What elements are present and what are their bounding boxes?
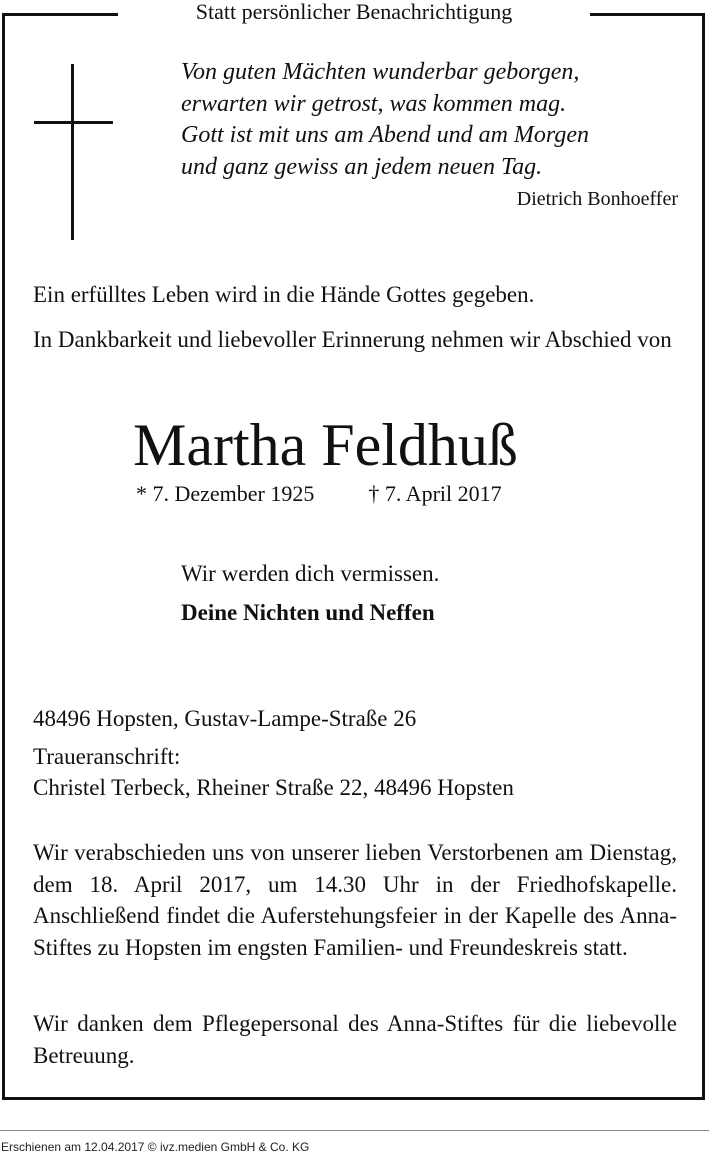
birth-date: * 7. Dezember 1925 <box>136 481 315 506</box>
poem-author: Dietrich Bonhoeffer <box>516 188 678 210</box>
farewell-message: Wir werden dich vermissen. <box>181 561 440 586</box>
mourners: Deine Nichten und Neffen <box>181 600 435 625</box>
thanks-note: Wir danken dem Pflegepersonal des Anna-Stiftes für die liebevolle Betreuung. <box>33 1011 677 1068</box>
life-dates <box>136 479 502 509</box>
cross-horizontal-bar <box>34 121 113 124</box>
publication-footer: Erschienen am 12.04.2017 © ivz.medien GmbH & Co. KG <box>1 1140 310 1154</box>
mourning-address: Christel Terbeck, Rheiner Straße 22, 48496 Hopsten <box>33 775 514 800</box>
home-address: 48496 Hopsten, Gustav-Lampe-Straße 26 <box>33 706 417 731</box>
poem-line: erwarten wir getrost, was kommen mag. <box>181 90 567 117</box>
poem <box>181 57 681 183</box>
poem-line: Von guten Mächten wunderbar geborgen, <box>181 59 580 85</box>
footer-divider <box>0 1130 709 1131</box>
cross-vertical-bar <box>71 64 74 240</box>
service-details: Wir verabschieden uns von unserer lieben Verstorbenen am Dienstag, dem 18. April 2017, um 14.30 Uhr in der Friedhofskapelle. Anschließend findet die Auferstehungsfeier in der Kapelle des Anna-Stiftes zu Hopsten im engsten Familien- und Freundeskreis statt. <box>33 840 677 960</box>
deceased-name: Martha Feldhuß <box>133 412 518 478</box>
poem-line: und ganz gewiss an jedem neuen Tag. <box>181 153 543 180</box>
intro-line: Ein erfülltes Leben wird in die Hände Gottes gegeben. <box>33 282 535 307</box>
intro-farewell: In Dankbarkeit und liebevoller Erinnerung nehmen wir Abschied von <box>33 327 672 352</box>
poem-line: Gott ist mit uns am Abend und am Morgen <box>181 122 589 148</box>
notice-header: Statt persönlicher Benachrichtigung <box>118 0 590 26</box>
mourning-address-label: Traueranschrift: <box>33 744 181 769</box>
death-date: † 7. April 2017 <box>368 481 502 506</box>
